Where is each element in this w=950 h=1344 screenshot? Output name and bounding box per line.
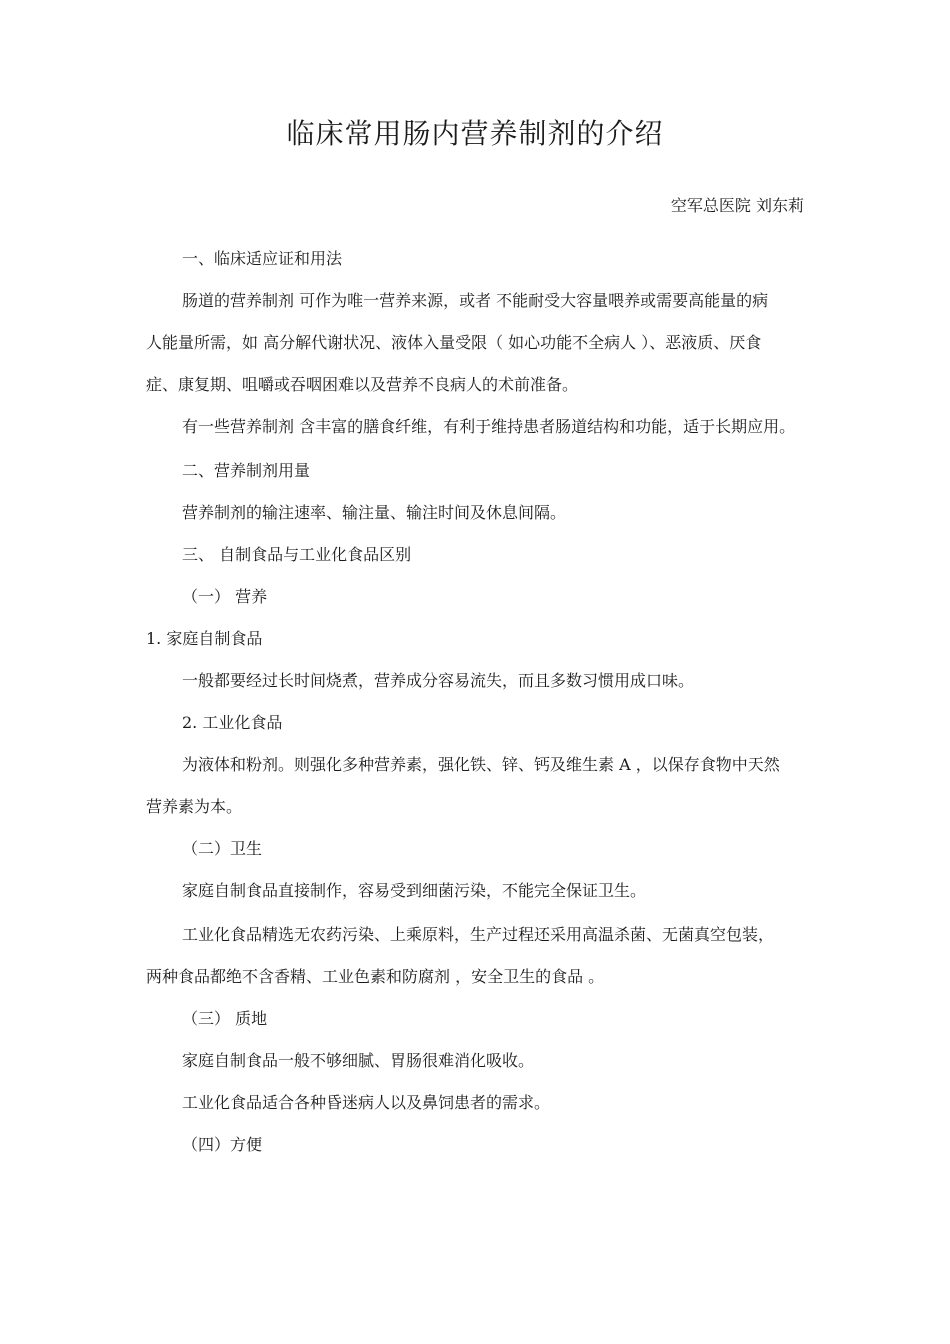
document-title: 临床常用肠内营养制剂的介绍 [286, 117, 664, 150]
paragraph-line: 一般都要经过长时间烧煮，营养成分容易流失，而且多数习惯用成口味。 [182, 671, 695, 690]
subsection-heading: （一） 营养 [182, 587, 268, 606]
paragraph-line: 工业化食品适合各种昏迷病人以及鼻饲患者的需求。 [182, 1093, 551, 1112]
paragraph-line: 营养素为本。 [146, 797, 243, 816]
paragraph-line: 营养制剂的输注速率、输注量、输注时间及休息间隔。 [182, 503, 567, 522]
subsection-heading: （三） 质地 [182, 1009, 268, 1028]
paragraph-line: 工业化食品精选无农药污染、上乘原料，生产过程还采用高温杀菌、无菌真空包装， [182, 925, 775, 944]
paragraph-line: 有一些营养制剂 含丰富的膳食纤维，有利于维持患者肠道结构和功能，适于长期应用。 [182, 417, 796, 436]
paragraph-line: 两种食品都绝不含香精、工业色素和防腐剂 ，安全卫生的食品 。 [146, 967, 605, 986]
section-heading-3: 三、 自制食品与工业化食品区别 [182, 545, 412, 564]
subsection-heading: （四）方便 [182, 1135, 263, 1154]
paragraph-line: 症、康复期、咀嚼或吞咽困难以及营养不良病人的术前准备。 [146, 375, 579, 394]
paragraph-line: 家庭自制食品直接制作，容易受到细菌污染，不能完全保证卫生。 [182, 881, 647, 900]
paragraph-line: 家庭自制食品一般不够细腻、胃肠很难消化吸收。 [182, 1051, 535, 1070]
section-heading-2: 二、营养制剂用量 [182, 461, 311, 480]
paragraph-line: 为液体和粉剂。则强化多种营养素，强化铁、锌、钙及维生素 A ，以保存食物中天然 [182, 755, 780, 774]
list-item-heading: 1. 家庭自制食品 [146, 629, 263, 648]
author-line: 空军总医院 刘东莉 [670, 196, 804, 215]
list-item-heading: 2. 工业化食品 [182, 713, 283, 732]
subsection-heading: （二）卫生 [182, 839, 263, 858]
paragraph-line: 人能量所需，如 高分解代谢状况、液体入量受限（ 如心功能不全病人 ）、恶液质、厌食 [146, 333, 762, 352]
section-heading-1: 一、临床适应证和用法 [182, 249, 343, 268]
paragraph-line: 肠道的营养制剂 可作为唯一营养来源，或者 不能耐受大容量喂养或需要高能量的病 [182, 291, 769, 310]
